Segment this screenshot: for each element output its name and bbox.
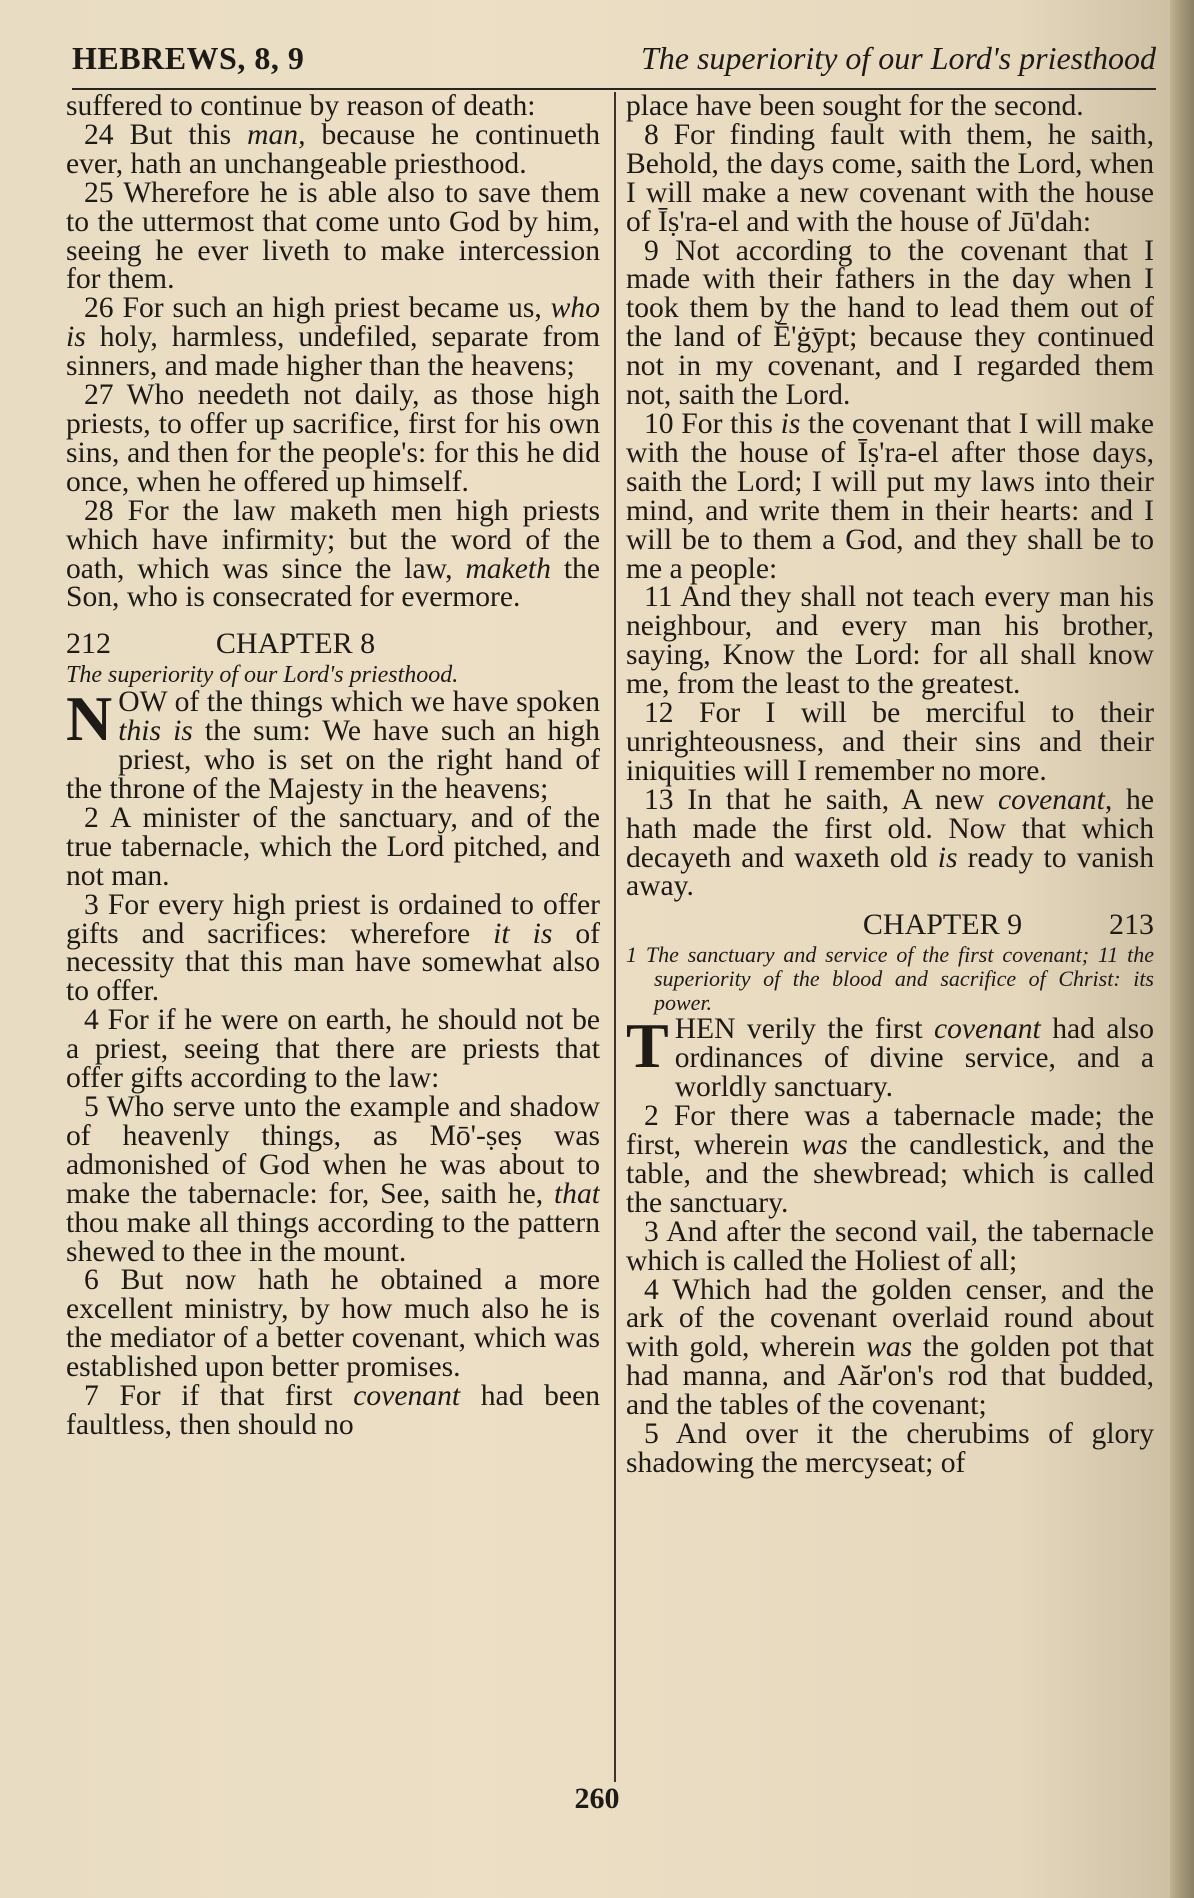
chapter-9-index: 213 [1109,908,1154,942]
verse-5: 5 And over it the cherubims of glory shadowing the mercyseat; of [626,1418,1154,1479]
chapter-8-heading [66,626,600,662]
verse-5: 5 Who serve unto the example and shadow of heavenly things, as Mō'-ṣeṣ was admonished of God when he was about to make the tabernacle: for, See, saith he, that thou make all things according to the pattern shewed to thee in the mount. [66,1091,600,1268]
chapter-8-verse-1: NOW of the things which we have spoken this is the sum: We have such an high priest, who is set on the right hand of the throne of the Majesty in the heavens; [66,683,600,806]
header-rule [72,88,1156,90]
book-reference: HEBREWS, 8, 9 [72,40,305,76]
verse-9: 9 Not according to the covenant that I made with their fathers in the day when I took them by the hand to lead them out of the land of Ē'ġȳpt; because they continued not in my covenant, and I regarded them not, saith the Lord. [626,234,1154,412]
verse-28: 28 For the law maketh men high priests which have infirmity; but the word of the oath, which was since the law, maketh the Son, who is consecrated for evermore. [66,494,600,614]
verse-12: 12 For I will be merciful to their unrighteousness, and their sins and their iniquities will I remember no more. [626,697,1154,787]
verse-8: 8 For finding fault with them, he saith, Behold, the days come, saith the Lord, when I will make a new covenant with the house of Īṣ'ra-el and with the house of Jū'dah: [626,118,1154,238]
right-column [626,92,1154,1782]
chapter-9-summary: 1 The sanctuary and service of the first covenant; 11 the superiority of the blood and sacrifice of Christ: its power. [626,942,1154,1016]
section-heading: The superiority of our Lord's priesthood [640,40,1156,76]
drop-cap: T [626,1010,669,1082]
verse-26: 26 For such an high priest became us, who is holy, harmless, undefiled, separate from sinners, and made higher than the heavens; [66,292,600,383]
verse-13: 13 In that he saith, A new covenant, he hath made the first old. Now that which decayeth and waxeth old is ready to vanish away. [626,783,1154,903]
chapter-8-summary: The superiority of our Lord's priesthood. [66,662,459,689]
verse-4: 4 For if he were on earth, he should not be a priest, seeing that there are priests that offer gifts according to the law: [66,1004,600,1095]
verse-fragment: suffered to continue by reason of death: [66,92,536,122]
verse-2: 2 A minister of the sanctuary, and of the true tabernacle, which the Lord pitched, and not man. [66,801,600,892]
verse-7: 7 For if that first covenant had been faultless, then should no [66,1380,600,1441]
column-divider [614,92,616,1782]
verse-2: 2 For there was a tabernacle made; the first, wherein was the candlestick, and the table, and the shewbread; which is called the sanctuary. [626,1100,1154,1219]
page-edge [1170,0,1194,1898]
running-header [72,34,1156,82]
verse-3: 3 And after the second vail, the tabernacle which is called the Holiest of all; [626,1215,1154,1277]
verse-3: 3 For every high priest is ordained to offer gifts and sacrifices: wherefore it is of necessity that this man have somewhat also to offer. [66,888,600,1008]
left-column [66,92,600,1782]
verse-6: 6 But now hath he obtained a more excellent ministry, by how much also he is the mediator of a better covenant, which was established upon better promises. [66,1264,600,1384]
verse-fragment: place have been sought for the second. [626,92,1084,122]
verse-25: 25 Wherefore he is able also to save them to the uttermost that come unto God by him, seeing he ever liveth to make intercession for them. [66,176,600,296]
page-number: 260 [574,1782,620,1815]
verse-4: 4 Which had the golden censer, and the ark of the covenant overlaid round about with gold, wherein was the golden pot that had manna, and Aăr'on's rod that budded, and the tables of the covenant; [626,1273,1154,1422]
chapter-9-verse-1: THEN verily the first covenant had also ordinances of divine service, and a worldly sanctuary. [626,1010,1154,1104]
verse-11: 11 And they shall not teach every man his neighbour, and every man his brother, saying, Know the Lord: for all shall know me, from the least to the greatest. [626,581,1154,701]
chapter-8-title: CHAPTER 8 [215,627,376,661]
verse-27: 27 Who needeth not daily, as those high priests, to offer up sacrifice, first for his own sins, and then for the people's: for this he did once, when he offered up himself. [66,379,600,498]
chapter-9-heading [626,907,1154,943]
drop-cap: N [66,683,113,755]
chapter-8-index: 212 [66,627,111,661]
verse-10: 10 For this is the covenant that I will make with the house of Īṣ'ra-el after those days, saith the Lord; I will put my laws into their mind, and write them in their hearts: and I will be to them a God, and they shall be to me a people: [626,407,1154,585]
chapter-9-title: CHAPTER 9 [862,908,1023,942]
verse-24: 24 But this man, because he continueth ever, hath an unchangeable priesthood. [66,118,600,180]
